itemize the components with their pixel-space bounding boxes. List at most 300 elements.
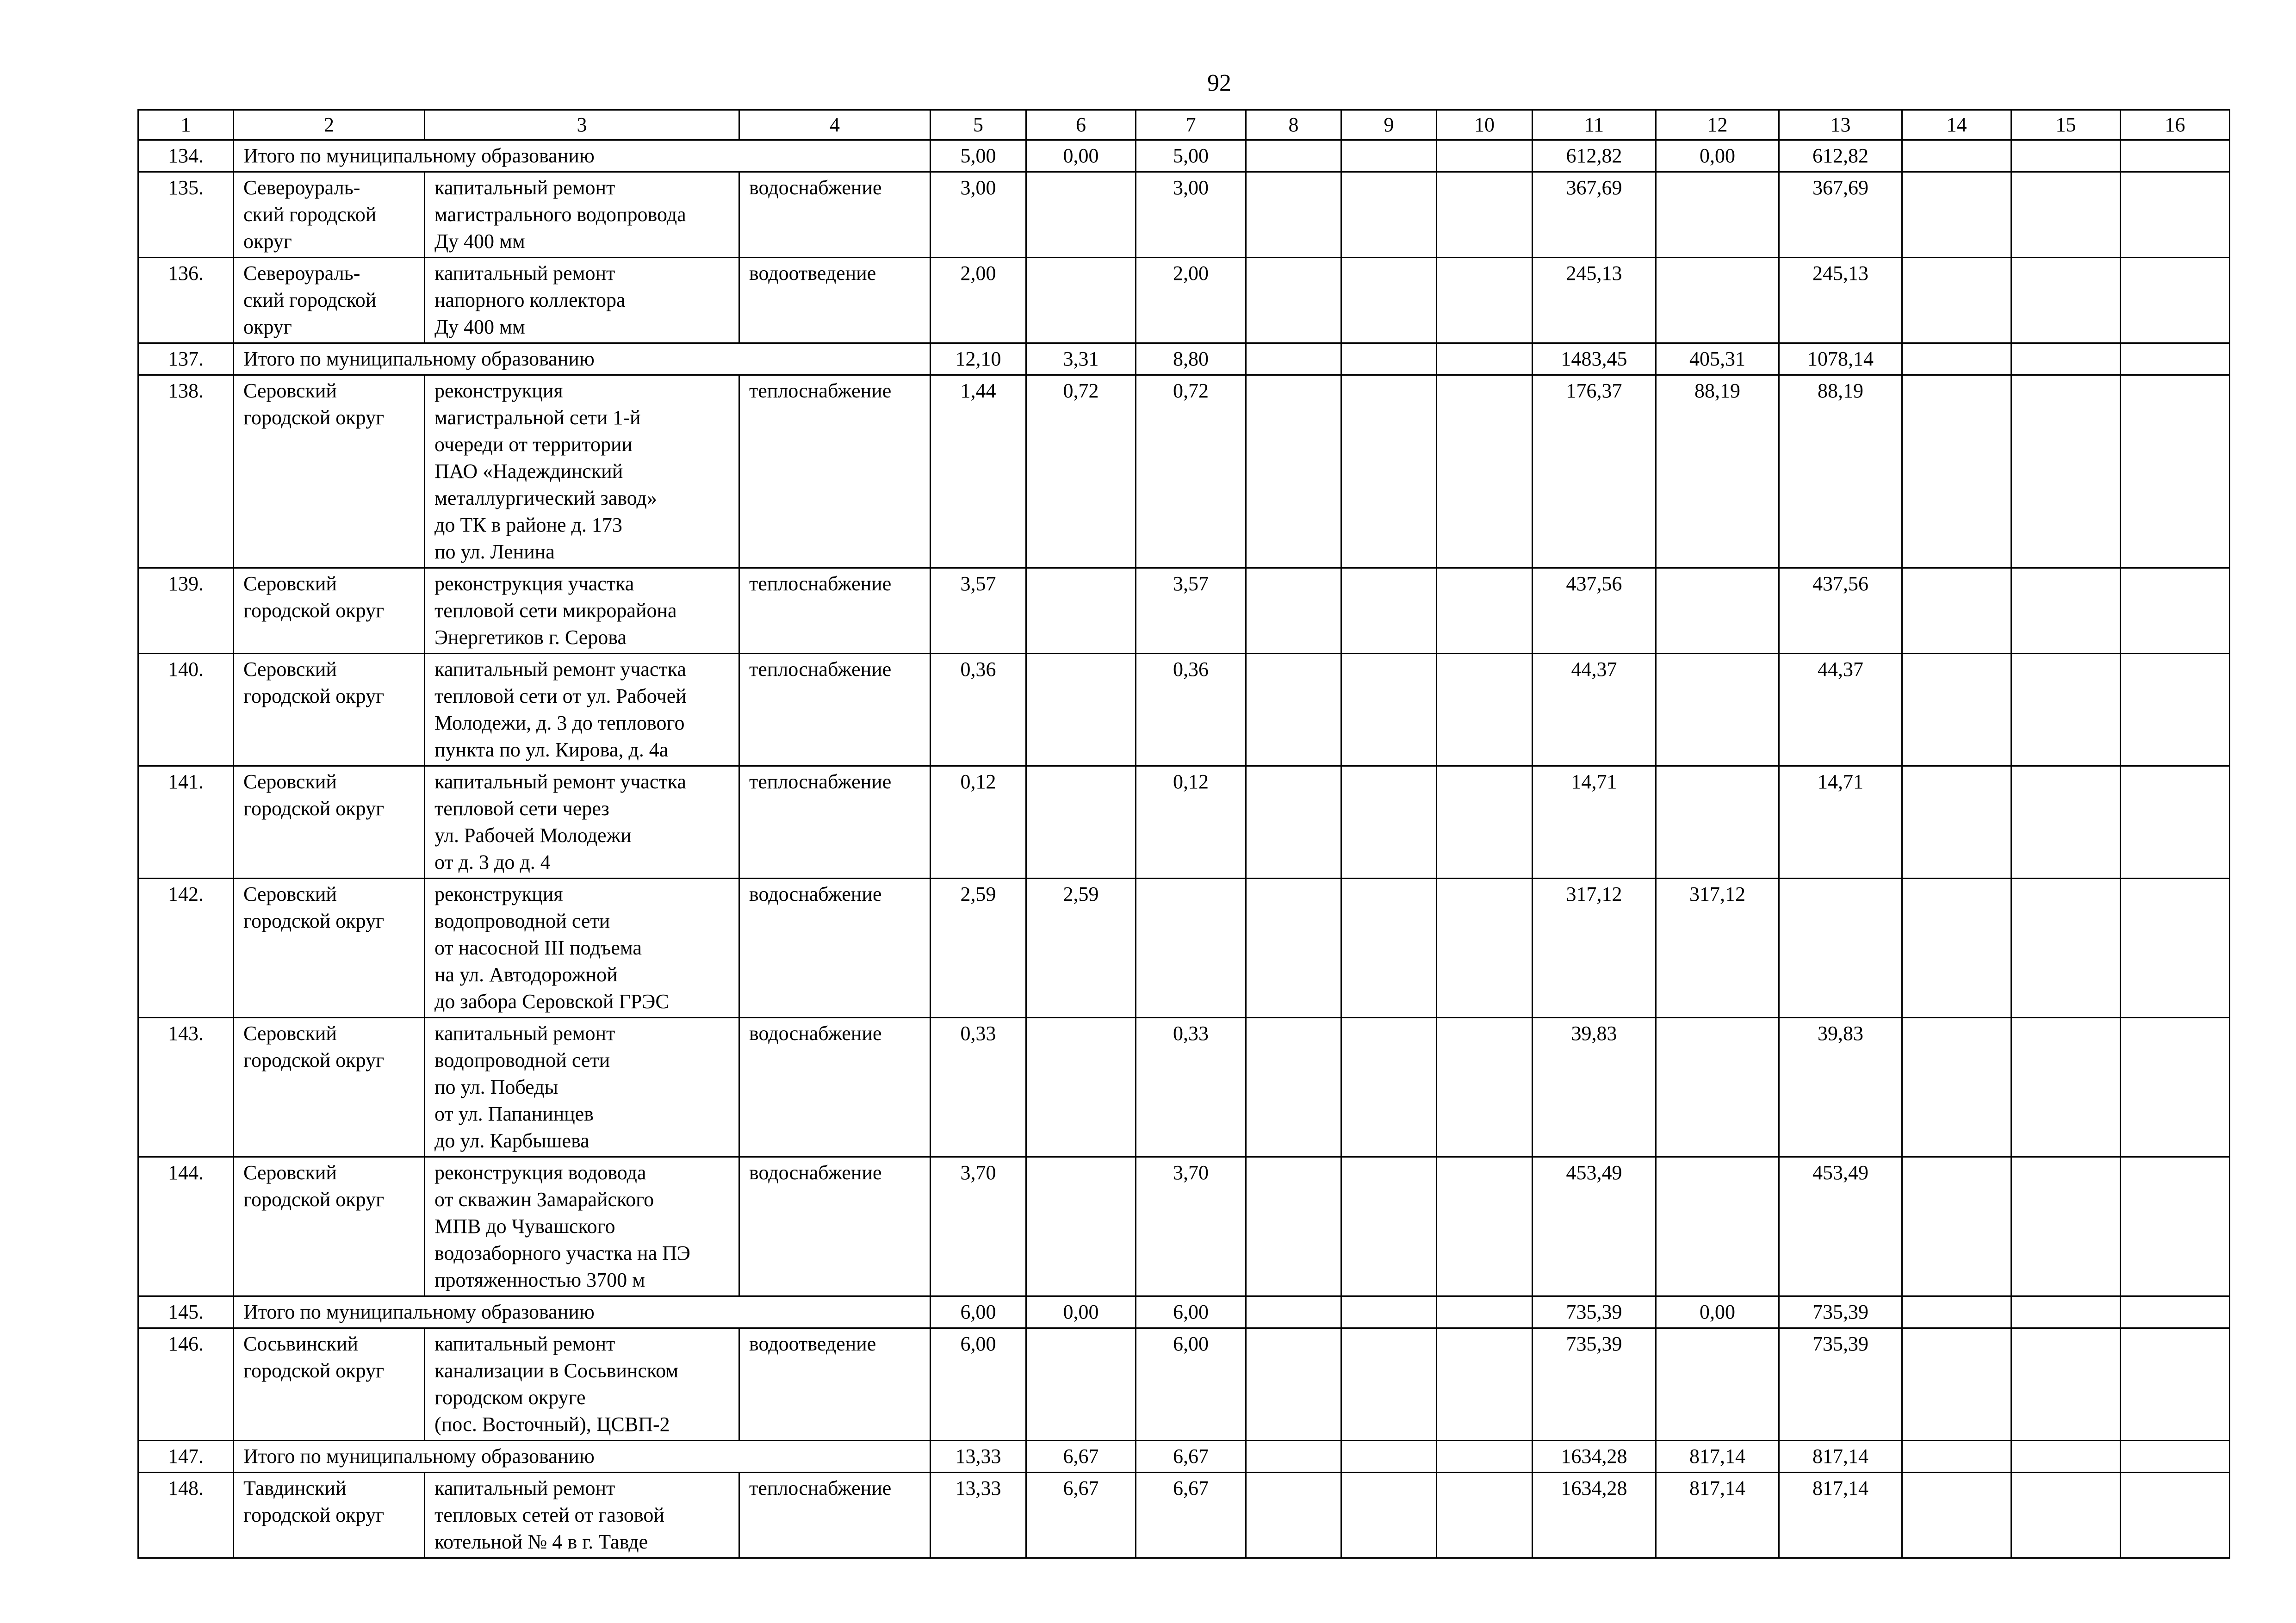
work-description-cell bbox=[425, 258, 739, 343]
value-cell-c5: 2,00 bbox=[931, 258, 1026, 343]
empty-cell bbox=[1246, 766, 1341, 879]
value-cell-c13: 817,14 bbox=[1779, 1473, 1902, 1558]
municipality-cell-line: городской округ bbox=[243, 1049, 385, 1072]
work-description-cell-line: магистрального водопровода bbox=[434, 203, 686, 226]
value-cell-c11: 44,37 bbox=[1533, 654, 1656, 766]
row-number: 136. bbox=[138, 258, 234, 343]
value-cell-c11: 735,39 bbox=[1533, 1296, 1656, 1328]
empty-cell bbox=[2011, 766, 2121, 879]
value-cell-c11: 612,82 bbox=[1533, 140, 1656, 172]
empty-cell bbox=[1902, 766, 2011, 879]
municipality-cell-line: округ bbox=[243, 316, 292, 338]
empty-cell bbox=[2011, 1328, 2121, 1441]
utility-kind-cell: теплоснабжение bbox=[739, 654, 931, 766]
empty-cell bbox=[2011, 1473, 2121, 1558]
value-cell-c5: 13,33 bbox=[931, 1441, 1026, 1473]
table-row bbox=[138, 879, 2230, 1018]
value-cell-c12: 0,00 bbox=[1656, 1296, 1779, 1328]
municipality-cell-line: Серовский bbox=[243, 379, 337, 402]
value-cell-c5: 6,00 bbox=[931, 1296, 1026, 1328]
municipality-cell-line: городской округ bbox=[243, 1359, 385, 1382]
empty-cell bbox=[1246, 568, 1341, 654]
municipality-cell-line: городской округ bbox=[243, 685, 385, 707]
municipality-cell-line: Сосьвинский bbox=[243, 1332, 358, 1355]
empty-cell bbox=[1902, 1473, 2011, 1558]
utility-kind-cell: водоснабжение bbox=[739, 1157, 931, 1296]
table-row bbox=[138, 172, 2230, 258]
column-header: 7 bbox=[1136, 110, 1246, 140]
table-row bbox=[138, 258, 2230, 343]
work-description-cell-line: от насосной III подъема bbox=[434, 936, 642, 959]
value-cell-c13: 735,39 bbox=[1779, 1296, 1902, 1328]
empty-cell bbox=[1902, 1018, 2011, 1157]
empty-cell bbox=[2011, 172, 2121, 258]
empty-cell bbox=[1902, 879, 2011, 1018]
empty-cell bbox=[1341, 879, 1437, 1018]
row-number: 134. bbox=[138, 140, 234, 172]
empty-cell bbox=[1341, 1328, 1437, 1441]
empty-cell bbox=[2121, 1296, 2230, 1328]
empty-cell bbox=[1341, 1296, 1437, 1328]
empty-cell bbox=[2011, 140, 2121, 172]
utility-kind-cell: водоснабжение bbox=[739, 172, 931, 258]
empty-cell bbox=[1246, 1157, 1341, 1296]
empty-cell bbox=[1341, 140, 1437, 172]
value-cell-c7: 6,67 bbox=[1136, 1473, 1246, 1558]
work-description-cell-line: капитальный ремонт bbox=[434, 1332, 615, 1355]
row-number: 144. bbox=[138, 1157, 234, 1296]
value-cell-c6 bbox=[1026, 258, 1136, 343]
empty-cell bbox=[1902, 343, 2011, 375]
empty-cell bbox=[1902, 140, 2011, 172]
empty-cell bbox=[1341, 1441, 1437, 1473]
column-header: 11 bbox=[1533, 110, 1656, 140]
empty-cell bbox=[2121, 1157, 2230, 1296]
work-description-cell-line: Молодежи, д. 3 до теплового bbox=[434, 712, 685, 734]
row-number: 138. bbox=[138, 375, 234, 568]
empty-cell bbox=[1437, 654, 1533, 766]
municipality-cell bbox=[234, 172, 425, 258]
municipality-cell bbox=[234, 375, 425, 568]
municipality-cell-line: Североураль- bbox=[243, 262, 360, 285]
value-cell-c5: 0,33 bbox=[931, 1018, 1026, 1157]
municipality-cell-line: ский городской bbox=[243, 203, 377, 226]
column-header: 9 bbox=[1341, 110, 1437, 140]
utility-kind-cell: водоснабжение bbox=[739, 879, 931, 1018]
total-row bbox=[138, 343, 2230, 375]
work-description-cell-line: тепловых сетей от газовой bbox=[434, 1504, 664, 1526]
value-cell-c7: 8,80 bbox=[1136, 343, 1246, 375]
value-cell-c6: 0,72 bbox=[1026, 375, 1136, 568]
empty-cell bbox=[1437, 375, 1533, 568]
work-description-cell bbox=[425, 1328, 739, 1441]
municipality-cell-line: Серовский bbox=[243, 1022, 337, 1045]
municipality-cell-line: ский городской bbox=[243, 289, 377, 311]
total-label: Итого по муниципальному образованию bbox=[234, 343, 931, 375]
empty-cell bbox=[2121, 172, 2230, 258]
empty-cell bbox=[1246, 1296, 1341, 1328]
work-description-cell-line: капитальный ремонт bbox=[434, 1022, 615, 1045]
empty-cell bbox=[1246, 654, 1341, 766]
value-cell-c12: 817,14 bbox=[1656, 1473, 1779, 1558]
value-cell-c13: 735,39 bbox=[1779, 1328, 1902, 1441]
total-row bbox=[138, 1296, 2230, 1328]
municipality-cell-line: округ bbox=[243, 230, 292, 253]
municipality-cell-line: Серовский bbox=[243, 770, 337, 793]
value-cell-c6: 6,67 bbox=[1026, 1473, 1136, 1558]
row-number: 140. bbox=[138, 654, 234, 766]
column-header: 16 bbox=[2121, 110, 2230, 140]
municipality-cell-line: городской округ bbox=[243, 1504, 385, 1526]
row-number: 147. bbox=[138, 1441, 234, 1473]
value-cell-c11: 367,69 bbox=[1533, 172, 1656, 258]
value-cell-c11: 1483,45 bbox=[1533, 343, 1656, 375]
value-cell-c13: 39,83 bbox=[1779, 1018, 1902, 1157]
empty-cell bbox=[1902, 654, 2011, 766]
work-description-cell-line: капитальный ремонт bbox=[434, 176, 615, 199]
value-cell-c13: 245,13 bbox=[1779, 258, 1902, 343]
value-cell-c5: 13,33 bbox=[931, 1473, 1026, 1558]
value-cell-c7: 0,72 bbox=[1136, 375, 1246, 568]
work-description-cell-line: капитальный ремонт bbox=[434, 262, 615, 285]
empty-cell bbox=[1341, 568, 1437, 654]
column-header: 12 bbox=[1656, 110, 1779, 140]
municipality-cell bbox=[234, 568, 425, 654]
work-description-cell-line: тепловой сети от ул. Рабочей bbox=[434, 685, 687, 707]
empty-cell bbox=[1341, 1157, 1437, 1296]
work-description-cell-line: водопроводной сети bbox=[434, 1049, 610, 1072]
value-cell-c7 bbox=[1136, 879, 1246, 1018]
work-description-cell-line: МПВ до Чувашского bbox=[434, 1215, 615, 1238]
table-row bbox=[138, 1328, 2230, 1441]
row-number: 135. bbox=[138, 172, 234, 258]
municipality-cell bbox=[234, 766, 425, 879]
work-description-cell-line: водопроводной сети bbox=[434, 910, 610, 932]
work-description-cell-line: реконструкция bbox=[434, 883, 563, 905]
column-header: 8 bbox=[1246, 110, 1341, 140]
column-header: 4 bbox=[739, 110, 931, 140]
value-cell-c13: 14,71 bbox=[1779, 766, 1902, 879]
value-cell-c5: 1,44 bbox=[931, 375, 1026, 568]
value-cell-c12 bbox=[1656, 654, 1779, 766]
empty-cell bbox=[1341, 343, 1437, 375]
column-header: 14 bbox=[1902, 110, 2011, 140]
value-cell-c11: 437,56 bbox=[1533, 568, 1656, 654]
table-row bbox=[138, 766, 2230, 879]
value-cell-c6: 6,67 bbox=[1026, 1441, 1136, 1473]
value-cell-c7: 3,70 bbox=[1136, 1157, 1246, 1296]
empty-cell bbox=[2121, 1473, 2230, 1558]
work-description-cell-line: (пос. Восточный), ЦСВП-2 bbox=[434, 1413, 670, 1436]
value-cell-c12: 817,14 bbox=[1656, 1441, 1779, 1473]
value-cell-c6: 0,00 bbox=[1026, 140, 1136, 172]
value-cell-c7: 6,00 bbox=[1136, 1296, 1246, 1328]
value-cell-c12: 88,19 bbox=[1656, 375, 1779, 568]
empty-cell bbox=[1246, 140, 1341, 172]
column-header: 13 bbox=[1779, 110, 1902, 140]
empty-cell bbox=[1437, 568, 1533, 654]
empty-cell bbox=[1341, 258, 1437, 343]
value-cell-c11: 1634,28 bbox=[1533, 1441, 1656, 1473]
work-description-cell-line: протяженностью 3700 м bbox=[434, 1269, 645, 1291]
municipality-cell-line: городской округ bbox=[243, 1188, 385, 1211]
municipality-cell-line: Серовский bbox=[243, 658, 337, 681]
value-cell-c6: 2,59 bbox=[1026, 879, 1136, 1018]
work-description-cell-line: очереди от территории bbox=[434, 433, 633, 456]
work-description-cell-line: по ул. Победы bbox=[434, 1076, 558, 1098]
work-description-cell-line: котельной № 4 в г. Тавде bbox=[434, 1530, 648, 1553]
table-row bbox=[138, 375, 2230, 568]
value-cell-c7: 0,36 bbox=[1136, 654, 1246, 766]
total-label: Итого по муниципальному образованию bbox=[234, 1296, 931, 1328]
empty-cell bbox=[2011, 258, 2121, 343]
municipality-cell-line: городской округ bbox=[243, 910, 385, 932]
empty-cell bbox=[1902, 258, 2011, 343]
empty-cell bbox=[2121, 343, 2230, 375]
empty-cell bbox=[1902, 1441, 2011, 1473]
empty-cell bbox=[1246, 1473, 1341, 1558]
work-description-cell-line: водозаборного участка на ПЭ bbox=[434, 1242, 690, 1264]
municipality-cell-line: Серовский bbox=[243, 883, 337, 905]
value-cell-c12 bbox=[1656, 766, 1779, 879]
work-description-cell-line: реконструкция водовода bbox=[434, 1161, 646, 1184]
value-cell-c6 bbox=[1026, 568, 1136, 654]
work-description-cell-line: до забора Серовской ГРЭС bbox=[434, 990, 669, 1013]
row-number: 148. bbox=[138, 1473, 234, 1558]
value-cell-c13 bbox=[1779, 879, 1902, 1018]
work-description-cell-line: тепловой сети микрорайона bbox=[434, 599, 677, 622]
utility-kind-cell: теплоснабжение bbox=[739, 1473, 931, 1558]
value-cell-c5: 3,70 bbox=[931, 1157, 1026, 1296]
value-cell-c12 bbox=[1656, 258, 1779, 343]
work-description-cell bbox=[425, 568, 739, 654]
value-cell-c7: 3,57 bbox=[1136, 568, 1246, 654]
column-header: 10 bbox=[1437, 110, 1533, 140]
work-description-cell bbox=[425, 1157, 739, 1296]
empty-cell bbox=[2121, 140, 2230, 172]
work-description-cell-line: до ул. Карбышева bbox=[434, 1129, 590, 1152]
column-header: 2 bbox=[234, 110, 425, 140]
value-cell-c12: 0,00 bbox=[1656, 140, 1779, 172]
work-description-cell-line: городском округе bbox=[434, 1386, 586, 1409]
utility-kind-cell: теплоснабжение bbox=[739, 766, 931, 879]
work-description-cell bbox=[425, 172, 739, 258]
municipality-cell-line: городской округ bbox=[243, 406, 385, 429]
value-cell-c6 bbox=[1026, 1157, 1136, 1296]
work-description-cell bbox=[425, 654, 739, 766]
work-description-cell-line: Ду 400 мм bbox=[434, 230, 525, 253]
value-cell-c6: 3,31 bbox=[1026, 343, 1136, 375]
empty-cell bbox=[1437, 1018, 1533, 1157]
empty-cell bbox=[2011, 1157, 2121, 1296]
work-description-cell-line: ул. Рабочей Молодежи bbox=[434, 824, 632, 847]
work-description-cell-line: от ул. Папанинцев bbox=[434, 1103, 594, 1125]
empty-cell bbox=[2121, 879, 2230, 1018]
empty-cell bbox=[1902, 172, 2011, 258]
value-cell-c7: 3,00 bbox=[1136, 172, 1246, 258]
page-number: 92 bbox=[1207, 70, 1231, 96]
row-number: 146. bbox=[138, 1328, 234, 1441]
empty-cell bbox=[1341, 654, 1437, 766]
empty-cell bbox=[1437, 140, 1533, 172]
utility-kind-cell: водоснабжение bbox=[739, 1018, 931, 1157]
work-description-cell-line: ПАО «Надеждинский bbox=[434, 460, 623, 483]
empty-cell bbox=[2121, 568, 2230, 654]
municipality-cell-line: городской округ bbox=[243, 797, 385, 820]
empty-cell bbox=[1902, 1157, 2011, 1296]
municipality-cell-line: Североураль- bbox=[243, 176, 360, 199]
value-cell-c13: 1078,14 bbox=[1779, 343, 1902, 375]
work-description-cell-line: на ул. Автодорожной bbox=[434, 963, 618, 986]
column-header: 6 bbox=[1026, 110, 1136, 140]
work-description-cell-line: канализации в Сосьвинском bbox=[434, 1359, 679, 1382]
empty-cell bbox=[2011, 1296, 2121, 1328]
value-cell-c12 bbox=[1656, 1157, 1779, 1296]
empty-cell bbox=[1246, 343, 1341, 375]
work-description-cell-line: капитальный ремонт участка bbox=[434, 770, 686, 793]
value-cell-c12 bbox=[1656, 568, 1779, 654]
empty-cell bbox=[2121, 654, 2230, 766]
empty-cell bbox=[1437, 1328, 1533, 1441]
value-cell-c13: 453,49 bbox=[1779, 1157, 1902, 1296]
value-cell-c5: 0,36 bbox=[931, 654, 1026, 766]
work-description-cell-line: металлургический завод» bbox=[434, 487, 657, 509]
value-cell-c13: 817,14 bbox=[1779, 1441, 1902, 1473]
work-description-cell-line: напорного коллектора bbox=[434, 289, 626, 311]
empty-cell bbox=[1246, 1018, 1341, 1157]
empty-cell bbox=[1246, 1328, 1341, 1441]
row-number: 137. bbox=[138, 343, 234, 375]
empty-cell bbox=[2011, 879, 2121, 1018]
value-cell-c11: 176,37 bbox=[1533, 375, 1656, 568]
work-description-cell-line: по ул. Ленина bbox=[434, 540, 555, 563]
work-description-cell-line: магистральной сети 1-й bbox=[434, 406, 641, 429]
column-header: 3 bbox=[425, 110, 739, 140]
empty-cell bbox=[2121, 375, 2230, 568]
value-cell-c11: 317,12 bbox=[1533, 879, 1656, 1018]
work-description-cell-line: Ду 400 мм bbox=[434, 316, 525, 338]
empty-cell bbox=[1246, 258, 1341, 343]
municipality-cell bbox=[234, 258, 425, 343]
value-cell-c7: 6,00 bbox=[1136, 1328, 1246, 1441]
empty-cell bbox=[1437, 1441, 1533, 1473]
empty-cell bbox=[2011, 654, 2121, 766]
value-cell-c7: 5,00 bbox=[1136, 140, 1246, 172]
municipality-cell-line: Серовский bbox=[243, 572, 337, 595]
total-row bbox=[138, 140, 2230, 172]
empty-cell bbox=[2121, 1018, 2230, 1157]
empty-cell bbox=[1437, 879, 1533, 1018]
value-cell-c12: 317,12 bbox=[1656, 879, 1779, 1018]
work-description-cell-line: капитальный ремонт участка bbox=[434, 658, 686, 681]
empty-cell bbox=[2011, 1441, 2121, 1473]
value-cell-c5: 6,00 bbox=[931, 1328, 1026, 1441]
empty-cell bbox=[2121, 766, 2230, 879]
value-cell-c5: 5,00 bbox=[931, 140, 1026, 172]
empty-cell bbox=[2011, 568, 2121, 654]
utility-kind-cell: водоотведение bbox=[739, 258, 931, 343]
empty-cell bbox=[1246, 172, 1341, 258]
work-description-cell bbox=[425, 375, 739, 568]
work-description-cell-line: пункта по ул. Кирова, д. 4а bbox=[434, 738, 669, 761]
table-row bbox=[138, 654, 2230, 766]
column-header: 15 bbox=[2011, 110, 2121, 140]
empty-cell bbox=[1341, 766, 1437, 879]
empty-cell bbox=[2011, 1018, 2121, 1157]
value-cell-c5: 3,57 bbox=[931, 568, 1026, 654]
municipality-cell bbox=[234, 1328, 425, 1441]
value-cell-c7: 6,67 bbox=[1136, 1441, 1246, 1473]
value-cell-c5: 3,00 bbox=[931, 172, 1026, 258]
column-header: 1 bbox=[138, 110, 234, 140]
value-cell-c11: 1634,28 bbox=[1533, 1473, 1656, 1558]
value-cell-c12: 405,31 bbox=[1656, 343, 1779, 375]
row-number: 139. bbox=[138, 568, 234, 654]
value-cell-c11: 14,71 bbox=[1533, 766, 1656, 879]
total-row bbox=[138, 1441, 2230, 1473]
value-cell-c6 bbox=[1026, 1328, 1136, 1441]
work-description-cell bbox=[425, 1473, 739, 1558]
municipality-cell bbox=[234, 654, 425, 766]
municipality-cell bbox=[234, 1157, 425, 1296]
empty-cell bbox=[1902, 1328, 2011, 1441]
value-cell-c6 bbox=[1026, 172, 1136, 258]
empty-cell bbox=[1437, 172, 1533, 258]
investment-program-table bbox=[137, 109, 2230, 1559]
utility-kind-cell: теплоснабжение bbox=[739, 568, 931, 654]
empty-cell bbox=[1341, 375, 1437, 568]
value-cell-c13: 367,69 bbox=[1779, 172, 1902, 258]
total-label: Итого по муниципальному образованию bbox=[234, 140, 931, 172]
value-cell-c6 bbox=[1026, 1018, 1136, 1157]
value-cell-c12 bbox=[1656, 172, 1779, 258]
value-cell-c7: 0,33 bbox=[1136, 1018, 1246, 1157]
municipality-cell-line: Серовский bbox=[243, 1161, 337, 1184]
value-cell-c6 bbox=[1026, 654, 1136, 766]
value-cell-c11: 453,49 bbox=[1533, 1157, 1656, 1296]
value-cell-c11: 39,83 bbox=[1533, 1018, 1656, 1157]
total-label: Итого по муниципальному образованию bbox=[234, 1441, 931, 1473]
row-number: 145. bbox=[138, 1296, 234, 1328]
value-cell-c11: 245,13 bbox=[1533, 258, 1656, 343]
empty-cell bbox=[1437, 343, 1533, 375]
value-cell-c7: 2,00 bbox=[1136, 258, 1246, 343]
work-description-cell bbox=[425, 879, 739, 1018]
utility-kind-cell: водоотведение bbox=[739, 1328, 931, 1441]
empty-cell bbox=[1902, 568, 2011, 654]
utility-kind-cell: теплоснабжение bbox=[739, 375, 931, 568]
empty-cell bbox=[1246, 879, 1341, 1018]
work-description-cell-line: тепловой сети через bbox=[434, 797, 609, 820]
work-description-cell-line: капитальный ремонт bbox=[434, 1477, 615, 1499]
table-row bbox=[138, 1473, 2230, 1558]
value-cell-c5: 12,10 bbox=[931, 343, 1026, 375]
empty-cell bbox=[2121, 1441, 2230, 1473]
empty-cell bbox=[1246, 375, 1341, 568]
municipality-cell bbox=[234, 879, 425, 1018]
value-cell-c7: 0,12 bbox=[1136, 766, 1246, 879]
value-cell-c12 bbox=[1656, 1018, 1779, 1157]
value-cell-c6 bbox=[1026, 766, 1136, 879]
work-description-cell-line: от скважин Замарайского bbox=[434, 1188, 654, 1211]
value-cell-c13: 88,19 bbox=[1779, 375, 1902, 568]
row-number: 141. bbox=[138, 766, 234, 879]
row-number: 143. bbox=[138, 1018, 234, 1157]
empty-cell bbox=[1246, 1441, 1341, 1473]
empty-cell bbox=[1902, 375, 2011, 568]
empty-cell bbox=[1437, 1473, 1533, 1558]
empty-cell bbox=[2121, 1328, 2230, 1441]
